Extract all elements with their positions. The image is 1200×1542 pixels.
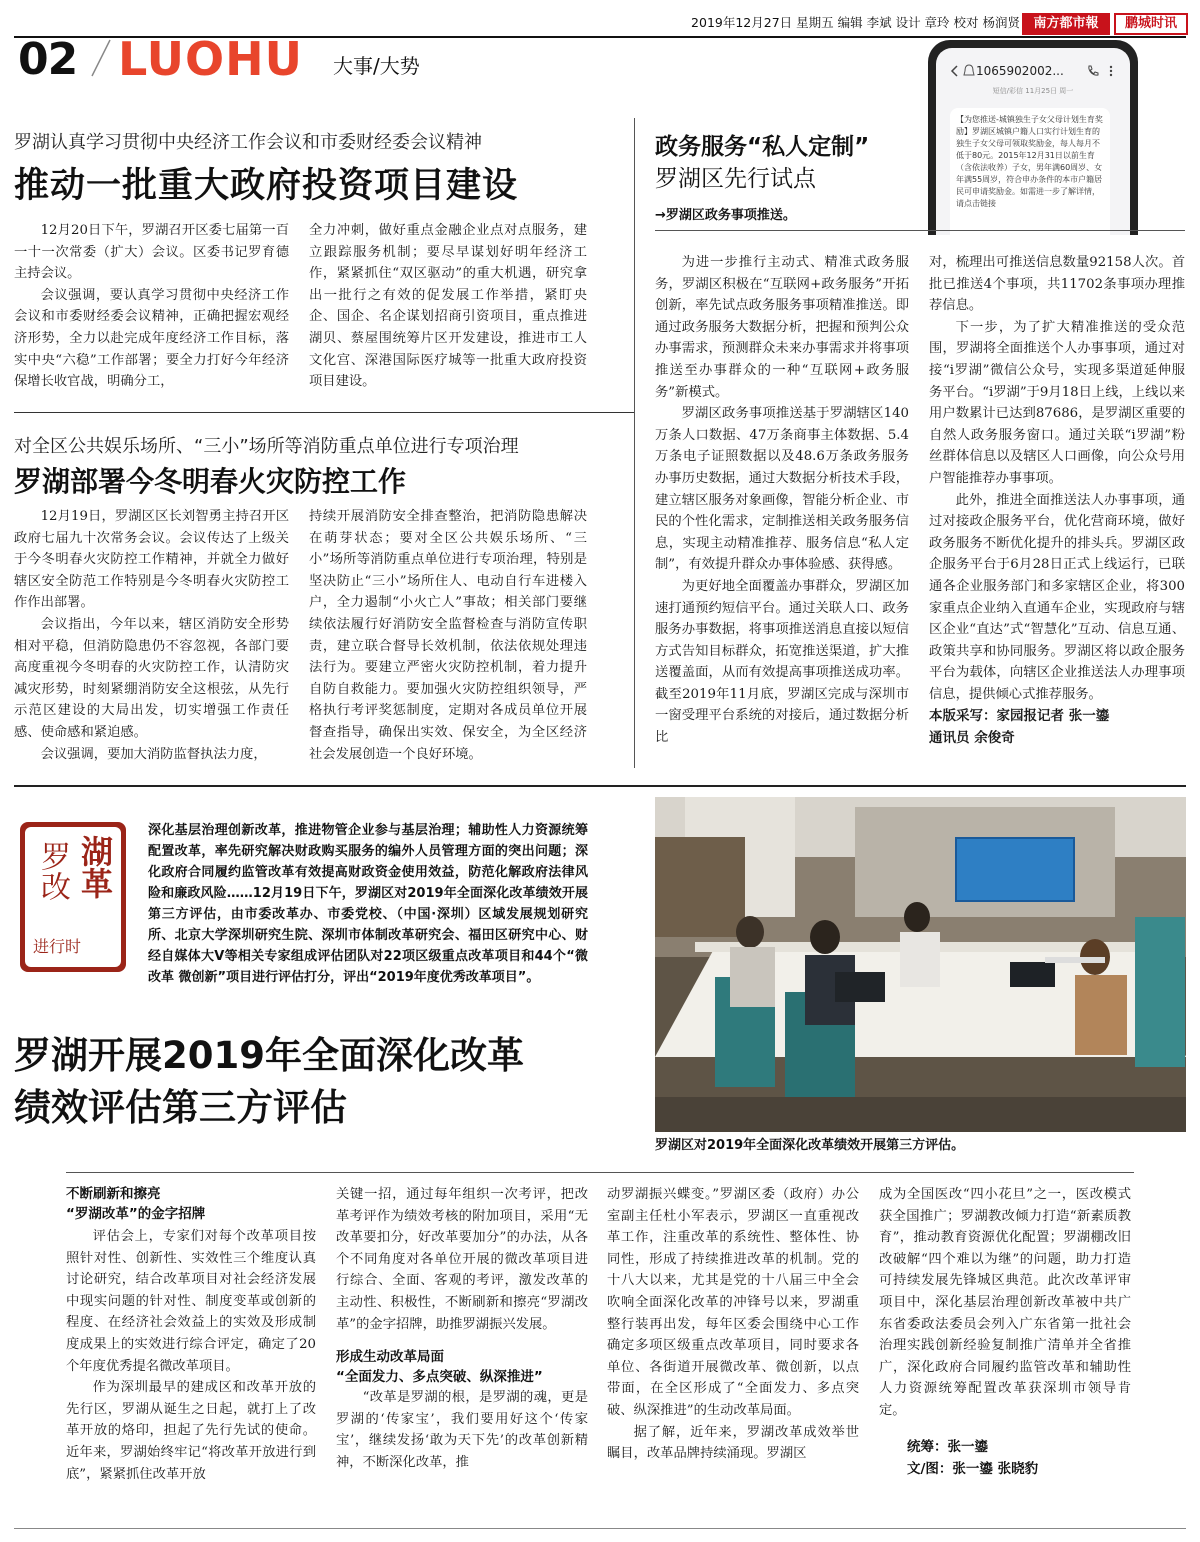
paragraph: 会议强调，要认真学习贯彻中央经济工作会议和市委财经委会议精神，正确把握宏观经济形势，全力以赴完成年度经济工作目标，落实中央“六稳”工作部署；要全力打好今年经济保增长收官战，明确分工， xyxy=(14,287,289,390)
seal-inner xyxy=(25,827,121,967)
phone-icon xyxy=(1086,64,1100,78)
slash-divider xyxy=(88,34,114,80)
subheading: 不断刷新和擦亮 xyxy=(66,1186,161,1202)
article1-col2 xyxy=(309,220,587,393)
paragraph: 关键一招，通过每年组织一次考评，把改革考评作为绩效考核的附加项目，采用“无改革要扣分，好改革要加分”的办法，从各个不同角度对各单位开展的微改革项目进行综合、全面、客观的考评，激发改革的主动性、积极性，不断刷新和擦亮“罗湖改革”的金字招牌，助推罗湖振兴发展。 xyxy=(336,1187,588,1332)
masthead-bar xyxy=(640,10,1200,36)
paragraph: 作为深圳最早的建成区和改革开放的先行区，罗湖从诞生之日起，就打上了改革开放的烙印，担起了先行先试的使命。近年来，罗湖始终牢记“将改革开放进行到底”，紧紧抓住改革开放 xyxy=(66,1380,316,1482)
sms-date: 短信/彩信 11月25日 周一 xyxy=(992,87,1074,95)
footer-rule xyxy=(14,1528,1186,1529)
paragraph: 下一步，为了扩大精准推送的受众范围，罗湖将全面推送个人办事事项，通过对接“i罗湖”微信公众号，实现多渠道延伸服务平台。“i罗湖”于9月18日上线，上线以来用户数累计已达到87686，是罗湖区重要的自然人政务服务窗口。通过关联“i罗湖”粉丝群体信息以及辖区人口画像，向公众号用户智能推荐办事事项。 xyxy=(929,319,1185,486)
article4-col1-body xyxy=(66,1226,316,1485)
back-arrow-icon xyxy=(948,64,962,78)
page-number: 02 xyxy=(18,34,78,85)
subheading: 形成生动改革局面 xyxy=(336,1349,444,1366)
article4-col3 xyxy=(607,1184,859,1465)
article4-lead: 深化基层治理创新改革，推进物管企业参与基层治理；辅助性人力资源统筹配置改革，率先研究解决财政购买服务的编外人员管理方面的突出问题；深化政府合同履约监管改革有效提高财政资金使用效益，防范化解政府法律风险和廉政风险……12月19日下午，罗湖区对2019年全面深化改革绩效开展第三方评估，由市委改革办、市委党校、（中国·深圳）区域发展规划研究所、北京大学深圳研究生院、深圳市体制改革研究会、福田区研究中心、财经自媒体大V等相关专家组成评估团队对22项区级重点改革项目和44个“微改革 微创新”项目进行评估打分，评出“2019年度优秀改革项目”。 xyxy=(148,823,588,985)
article1-col1 xyxy=(14,220,289,393)
more-icon xyxy=(1108,64,1114,78)
divider xyxy=(14,412,634,413)
article3-col2 xyxy=(929,252,1185,749)
article3-image-caption: →罗湖区政务事项推送。 xyxy=(655,208,796,223)
date-info: 2019年12月27日 星期五 编辑 李斌 设计 章玲 校对 杨润贤 xyxy=(691,15,1020,30)
divider xyxy=(655,230,1185,231)
section-logo: 鹏城时讯 xyxy=(1114,13,1188,35)
photo-caption: 罗湖区对2019年全面深化改革绩效开展第三方评估。 xyxy=(655,1138,965,1153)
column-divider xyxy=(634,118,635,768)
paragraph: 为更好地全面覆盖办事群众，罗湖区加速打通预约短信平台。通过关联人口、政务服务办事数据，将事项推送消息直接以短信方式告知目标群众，拓宽推送渠道，扩大推送覆盖面，从而有效提高事项推送成功率。截至2019年11月底，罗湖区完成与深圳市一窗受理平台系统的对接后，通过数据分析比 xyxy=(655,578,909,746)
paper-logo: 南方都市報 xyxy=(1022,13,1110,35)
subheading: “罗湖改革”的金字招牌 xyxy=(66,1206,206,1222)
reform-seal-logo xyxy=(20,822,126,972)
page-name: LUOHU xyxy=(118,32,303,86)
article4-col4 xyxy=(879,1184,1131,1480)
section-title: 大事/大势 xyxy=(333,54,420,78)
article3-headline-line1: 政务服务“私人定制” xyxy=(655,134,870,160)
article2-kicker: 对全区公共娱乐场所、“三小”场所等消防重点单位进行专项治理 xyxy=(14,436,519,457)
seal-char: 罗改 xyxy=(35,841,70,901)
paragraph: 对，梳理出可推送信息数量92158人次。首批已推送4个事项，共11702条事项办理推荐信息。 xyxy=(929,255,1185,314)
article4-col1 xyxy=(66,1184,316,1485)
article4-col2 xyxy=(336,1184,588,1474)
paragraph: 12月19日，罗湖区区长刘智勇主持召开区政府七届九十次常务会议。会议传达了上级关于今冬明春火灾防控工作精神，并就全力做好辖区安全防范工作特别是今冬明春火灾防控工作作出部署。 xyxy=(14,509,289,611)
paragraph: 12月20日下午，罗湖召开区委七届第一百一十一次常委（扩大）会议。区委书记罗育德主持会议。 xyxy=(14,223,289,282)
article4-headline-line1: 罗湖开展2019年全面深化改革 xyxy=(14,1034,524,1077)
paragraph: 评估会上，专家们对每个改革项目按照针对性、创新性、实效性三个维度认真讨论研究，结合改革项目对社会经济发展中现实问题的针对性、制度变革或创新的程度、在经济社会效益上的实效及形成制度成果上的实效进行综合评定，确定了20个年度优秀提名微改革项目。 xyxy=(66,1229,316,1374)
seal-char: 湖革 xyxy=(76,835,114,899)
paragraph: 成为全国医改“四小花旦”之一，医改模式获全国推广；罗湖教改倾力打造“新素质教育”，推动教育资源优化配置；罗湖棚改旧改破解“四个难以为继”的问题，助力打造可持续发展先锋城区典范。此次改革评审项目中，深化基层治理创新改革被中共广东省委政法委员会列入广东省第一批社会治理实践创新经验复制推广清单并全省推广，深化政府合同履约监管改革和辅助性人力资源统筹配置改革获深圳市领导肯定。 xyxy=(879,1187,1131,1418)
paragraph: “改革是罗湖的根，是罗湖的魂，更是罗湖的‘传家宝’，我们要用好这个‘传家宝’，继续发扬‘敢为天下先’的改革创新精神，不断深化改革，推 xyxy=(336,1390,588,1470)
paragraph: 为进一步推行主动式、精准式政务服务，罗湖区积极在“互联网+政务服务”开拓创新，率先试点政务服务事项精准推送。即通过政务服务大数据分析，把握和预判公众办事需求，预测群众未来办事需求并将事项推送至办事群众的一种“互联网+政务服务”新模式。 xyxy=(655,255,909,400)
section-rule xyxy=(14,785,1186,787)
credit-author: 文/图：张一鎏 张晓豹 xyxy=(907,1460,1039,1477)
seal-text: 进行时 xyxy=(33,937,82,956)
sms-sender: 1065902002... xyxy=(976,64,1064,78)
phone-screen xyxy=(936,48,1130,235)
article4-col2-body xyxy=(336,1387,588,1473)
paragraph: 全力冲刺，做好重点金融企业点对点服务，建立跟踪服务机制；要尽早谋划好明年经济工作，紧紧抓住“双区驱动”的重大机遇，研究拿出一批行之有效的促发展工作举措，紧盯央企、国企、名企谋划招商引资项目，重点推进湖贝、蔡屋围统筹片区开发建设，推进市工人文化宫、深港国际医疗城等一批重大政府投资项目建设。 xyxy=(309,223,587,390)
article3-headline-line2: 罗湖区先行试点 xyxy=(655,166,816,192)
article2-col2 xyxy=(309,506,587,765)
article2-headline: 罗湖部署今冬明春火灾防控工作 xyxy=(14,465,407,498)
bell-icon xyxy=(962,63,976,79)
sms-message: 【为您推送-城镇独生子女父母计划生育奖励】罗湖区城镇户籍人口实行计划生育的独生子女父母可领取奖励金，每人每月不低于80元。2015年12月31日以前生育（含依法收养）子女，男年满60周岁、女年满55周岁，符合申办条件的本市户籍居民可申请奖励金。如需进一步了解详情，请点击链接 xyxy=(950,108,1110,235)
paragraph: 持续开展消防安全排查整治，把消防隐患解决在萌芽状态；要对全区公共娱乐场所、“三小”场所等消防重点单位进行专项治理，特别是坚决防止“三小”场所住人、电动自行车进楼入户，全力遏制“小火亡人”事故；相关部门要继续依法履行好消防安全监督检查与消防宣传职责，建立联合督导长效机制，依法依规处理违法行为。要建立严密火灾防控机制，着力提升自防自救能力。要加强火灾防控组织领导，严格执行考评奖惩制度，定期对各成员单位开展督查指导，确保出实效、保安全，为全区经济社会发展创造一个良好环境。 xyxy=(309,509,587,762)
credit-coordinator: 统筹：张一鎏 xyxy=(907,1438,988,1455)
paragraph: 据了解，近年来，罗湖改革成效举世瞩目，改革品牌持续涌现。罗湖区 xyxy=(607,1424,859,1462)
article3-correspondent: 通讯员 余俊奇 xyxy=(929,730,1015,747)
article1-headline: 推动一批重大政府投资项目建设 xyxy=(14,166,519,206)
phone-image xyxy=(928,40,1138,235)
article1-kicker: 罗湖认真学习贯彻中央经济工作会议和市委财经委会议精神 xyxy=(14,132,482,153)
meeting-photo xyxy=(655,797,1186,1132)
article4-headline-line2: 绩效评估第三方评估 xyxy=(14,1086,347,1129)
subheading: “全面发力、多点突破、纵深推进” xyxy=(336,1369,543,1386)
article2-col1 xyxy=(14,506,289,765)
article3-col1 xyxy=(655,252,909,749)
article3-byline: 本版采写：家园报记者 张一鎏 xyxy=(929,708,1110,725)
paragraph: 此外，推进全面推送法人办事事项，通过对接政企服务平台，优化营商环境，做好政务服务不断优化提升的排头兵。罗湖区政企服务平台于6月28日正式上线运行，已联通各企业服务部门和多家辖区企业，将300家重点企业纳入直通车企业，实现政府与辖区企业“直达”式“智慧化”互动、信息互通、政策共享和协同服务。罗湖区将以政企服务平台为载体，向辖区企业推送法人办理事项信息，提供倾心式推荐服务。 xyxy=(929,492,1185,702)
paragraph: 罗湖区政务事项推送基于罗湖辖区140万条人口数据、47万条商事主体数据、5.4万条电子证照数据以及48.6万条政务服务办事历史数据，通过大数据分析技术手段，建立辖区服务对象画像，智能分析企业、市民的个性化需求，定制推送相关政务服务信息，实现主动精准推荐、服务信息“私人定制”，有效提升群众办事体验感、获得感。 xyxy=(655,406,909,573)
paragraph: 会议指出，今年以来，辖区消防安全形势相对平稳，但消防隐患仍不容忽视，各部门要高度重视今冬明春的火灾防控工作，认清防灾减灾形势，时刻紧绷消防安全这根弦，从先行示范区建设的大局出发，切实增强工作责任感、使命感和紧迫感。 xyxy=(14,616,289,740)
paragraph: 会议强调，要加大消防监督执法力度， xyxy=(40,746,267,762)
divider xyxy=(66,1172,1134,1173)
paragraph: 动罗湖振兴蝶变。”罗湖区委（政府）办公室副主任杜小军表示，罗湖区一直重视改革工作，注重改革的系统性、整体性、协同性，形成了持续推进改革的机制。党的十八大以来，尤其是党的十八届三中全会吹响全面深化改革的冲锋号以来，罗湖重整行装再出发，每年区委会围绕中心工作确定多项区级重点改革项目，同时要求各单位、各街道开展微改革、微创新，以点带面，在全区形成了“全面发力、多点突破、纵深推进”的生动改革局面。 xyxy=(607,1187,859,1418)
